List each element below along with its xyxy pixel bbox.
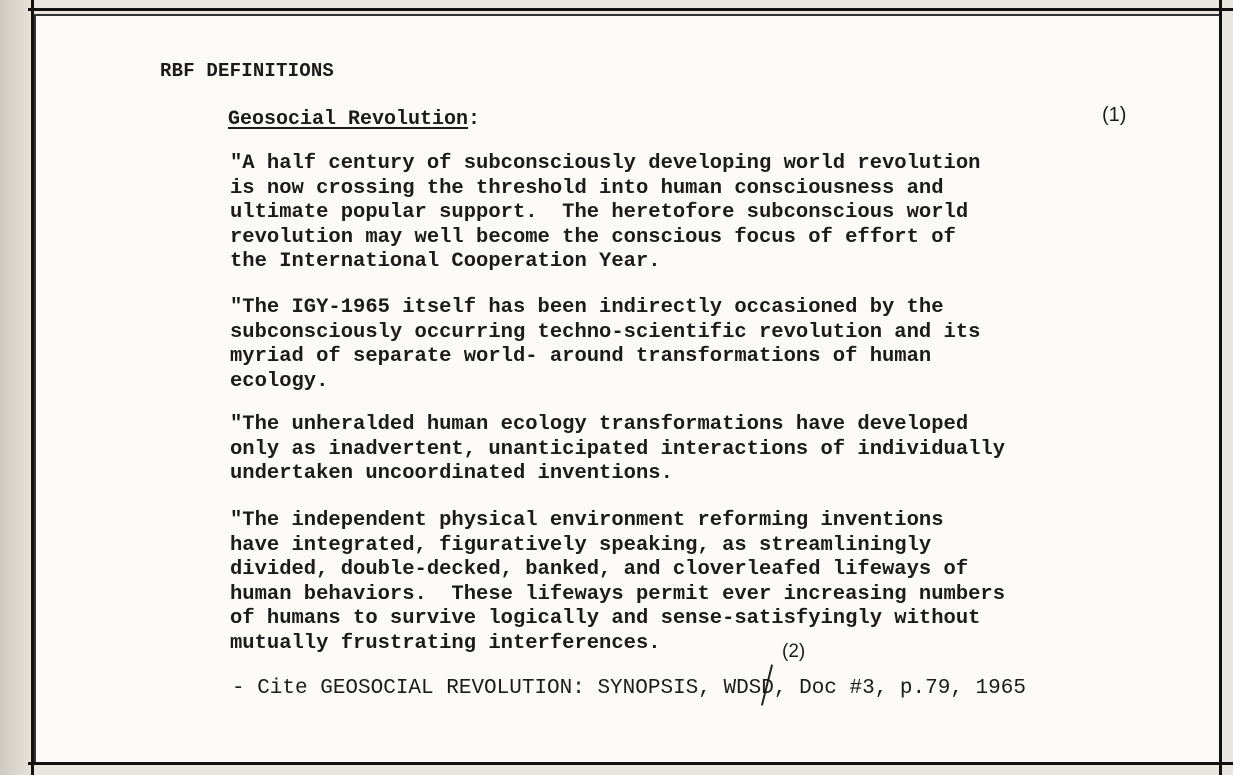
- definition-paragraph-2: "The IGY-1965 itself has been indirectly occasioned by the subconsciously occurring techno-scientific revolution and its myriad of separate world- around transformations of human ecology.: [230, 296, 981, 393]
- page-edge-shadow: [0, 0, 32, 775]
- card-right-rule: [1219, 0, 1222, 775]
- page-heading: RBF DEFINITIONS: [160, 60, 335, 82]
- term-colon: :: [468, 108, 481, 131]
- term-title: Geosocial Revolution: [228, 108, 469, 131]
- definition-paragraph-1: "A half century of subconsciously developing world revolution is now crossing the threshold into human consciousness and ultimate popular support. The heretofore subconscious world revolution may well become the conscious focus of effort of the International Cooperation Year.: [230, 152, 981, 273]
- card-top-rule: [28, 8, 1233, 11]
- term-heading: [228, 108, 480, 131]
- citation-line: - Cite GEOSOCIAL REVOLUTION: SYNOPSIS, WDSD, Doc #3, p.79, 1965: [232, 677, 1026, 700]
- card-bottom-rule: [28, 762, 1233, 765]
- reference-number-1: (1): [1102, 104, 1127, 126]
- definition-paragraph-4: "The independent physical environment reforming inventions have integrated, figuratively speaking, as streamliningly divided, double-decked, banked, and cloverleafed lifeways of human behaviors. These lifeways permit ever increasing numbers of humans to survive logically and sense-satisfyingly without mutually frustrating interferences.: [230, 509, 1006, 655]
- reference-number-2: (2): [782, 641, 806, 662]
- definition-paragraph-3: "The unheralded human ecology transformations have developed only as inadvertent, unanticipated interactions of individually undertaken uncoordinated inventions.: [230, 413, 1006, 485]
- card-left-rule: [31, 0, 34, 775]
